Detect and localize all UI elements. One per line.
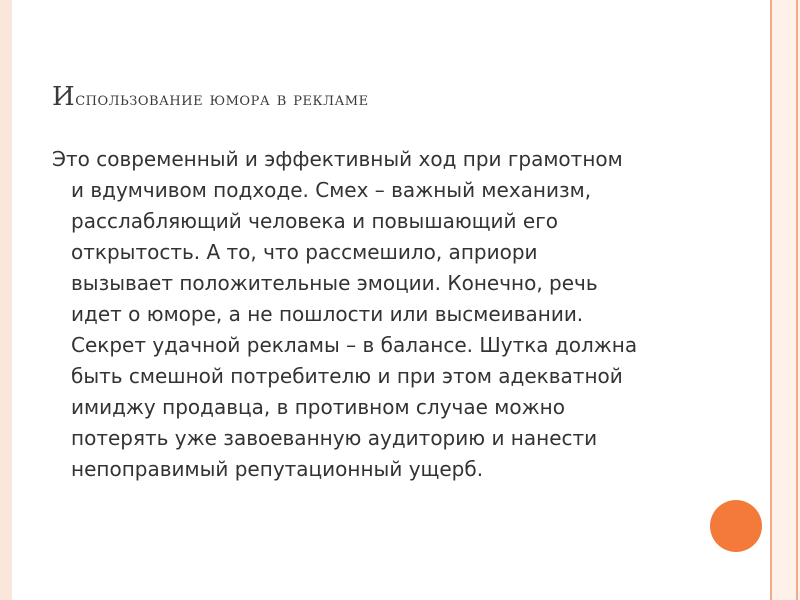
right-border-line	[796, 0, 798, 600]
orange-circle-decoration	[710, 500, 762, 552]
body-line: непоправимый репутационный ущерб.	[71, 457, 484, 481]
right-border-line	[770, 0, 772, 600]
body-line: расслабляющий человека и повышающий его	[71, 209, 558, 233]
body-line: вызывает положительные эмоции. Конечно, речь	[71, 271, 598, 295]
body-line: и вдумчивом подходе. Смех – важный механизм,	[71, 178, 592, 202]
right-border-decoration	[770, 0, 800, 600]
body-line: идет о юморе, а не пошлости или высмеивании.	[71, 302, 584, 326]
body-line: потерять уже завоеванную аудиторию и нанести	[71, 426, 598, 450]
left-border-decoration	[0, 0, 12, 600]
body-line: быть смешной потребителю и при этом адекватной	[71, 364, 623, 388]
slide-title	[52, 82, 752, 112]
body-line: Секрет удачной рекламы – в балансе. Шутка должна	[71, 333, 638, 357]
body-line: открытость. А то, что рассмешило, априори	[71, 240, 538, 264]
slide-body	[52, 144, 712, 485]
body-line: имиджу продавца, в противном случае можно	[71, 395, 565, 419]
slide-title-initial: И	[52, 82, 76, 112]
slide-title-rest: спользование юмора в рекламе	[75, 88, 369, 110]
body-line: Это современный и эффективный ход при грамотном	[52, 147, 623, 171]
